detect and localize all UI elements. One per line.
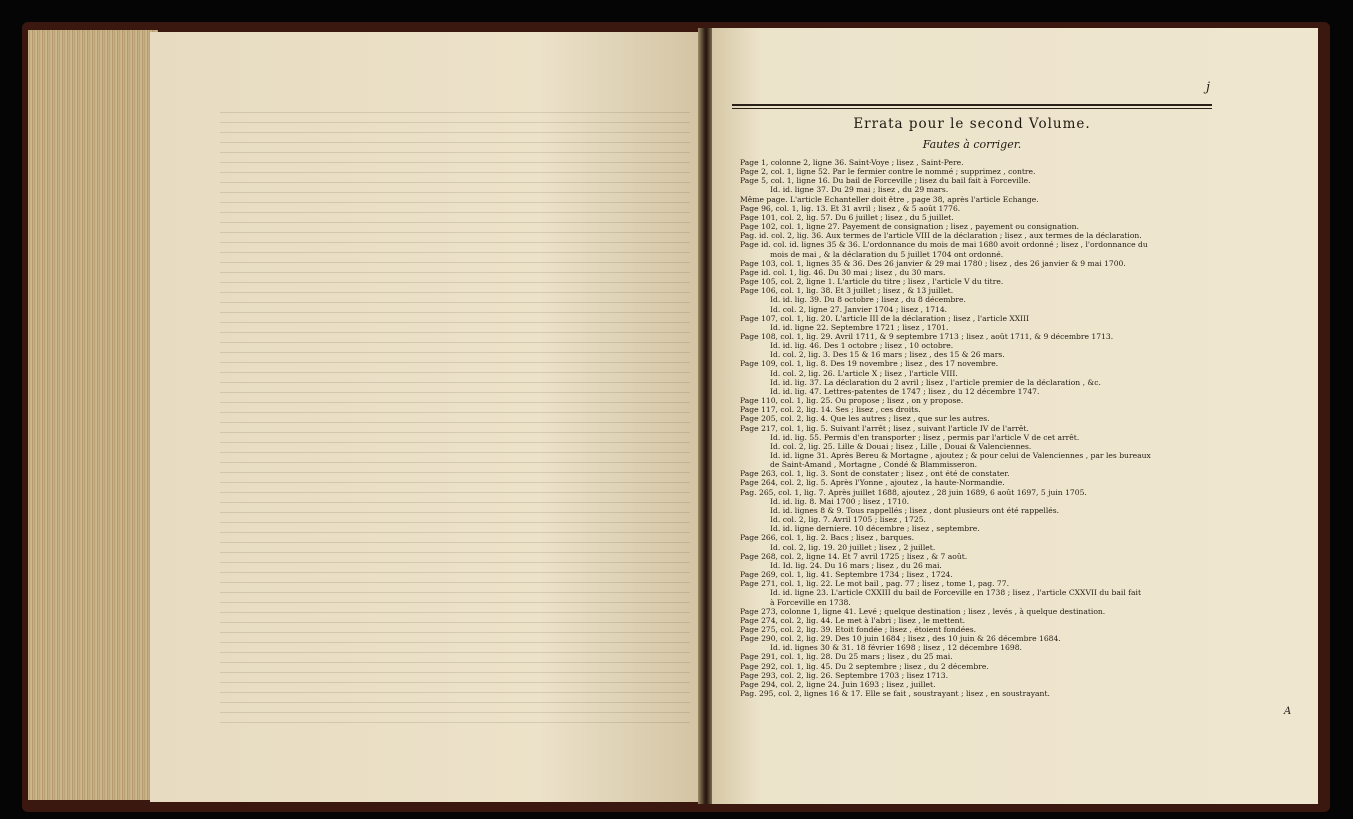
errata-line: Pag. id. col. 2, lig. 36. Aux termes de l'article VIII de la déclaration ; lisez , aux termes de la déclaration. bbox=[740, 231, 1142, 241]
errata-line: Id. col. 2, lig. 25. Lille & Douai ; lisez , Lille , Douai & Valenciennes. bbox=[770, 441, 1032, 451]
errata-line: Id. id. lig. 55. Permis d'en transporter ; lisez , permis par l'article V de cet arrêt. bbox=[770, 432, 1080, 442]
errata-line: Id. id. lig. 47. Lettres-patentes de 1747 ; lisez , du 12 décembre 1747. bbox=[770, 386, 1040, 396]
errata-line: Page 109, col. 1, lig. 8. Des 19 novembre ; lisez , des 17 novembre. bbox=[740, 359, 999, 369]
errata-line: Page 107, col. 1, lig. 20. L'article III de la déclaration ; lisez , l'article XXIII bbox=[740, 313, 1030, 323]
errata-line: Page 103, col. 1, lignes 35 & 36. Des 26 janvier & 29 mai 1780 ; lisez , des 26 janvier & 9 mai 1700. bbox=[740, 258, 1126, 268]
errata-subtitle: Fautes à corriger. bbox=[922, 138, 1022, 151]
errata-line: Id. col. 2, lig. 3. Des 15 & 16 mars ; lisez , des 15 & 26 mars. bbox=[770, 350, 1005, 360]
errata-line: Pag. 295, col. 2, lignes 16 & 17. Elle se fait , soustrayant ; lisez , en soustrayant. bbox=[740, 689, 1050, 699]
errata-line: Page 264, col. 2, lig. 5. Après l'Yonne , ajoutez , la haute-Normandie. bbox=[740, 478, 1005, 488]
show-through-text bbox=[220, 112, 690, 732]
errata-line: Page 269, col. 1, lig. 41. Septembre 1734 ; lisez , 1724. bbox=[740, 570, 953, 580]
errata-line: Id. id. ligne 22. Septembre 1721 ; lisez , 1701. bbox=[770, 322, 949, 332]
errata-line: Pag. 265, col. 1, lig. 7. Après juillet 1688, ajoutez , 28 juin 1689, 6 août 1697, 5 juin 1705. bbox=[740, 487, 1087, 497]
errata-line: Page 291, col. 1, lig. 28. Du 25 mars ; lisez , du 25 mai. bbox=[740, 652, 953, 662]
errata-line: Page 101, col. 2, lig. 57. Du 6 juillet ; lisez , du 5 juillet. bbox=[740, 212, 954, 222]
errata-line: Page 274, col. 2, lig. 44. Le met à l'abri ; lisez , le mettent. bbox=[740, 615, 966, 625]
catchword: A bbox=[1284, 706, 1292, 717]
errata-list bbox=[740, 158, 1310, 698]
errata-line: Page id. col. 1, lig. 46. Du 30 mai ; lisez , du 30 mars. bbox=[740, 267, 946, 277]
errata-line: Page 271, col. 1, lig. 22. Le mot bail , pag. 77 ; lisez , tome 1, pag. 77. bbox=[740, 579, 1009, 589]
errata-line: Id. id. ligne 31. Après Bereu & Mortagne , ajoutez ; & pour celui de Valenciennes , par les bureaux bbox=[770, 451, 1151, 460]
errata-line: Page 273, colonne 1, ligne 41. Levé ; quelque destination ; lisez , levés , à quelque destination. bbox=[740, 606, 1106, 616]
errata-line: Page id. col. id. lignes 35 & 36. L'ordonnance du mois de mai 1680 avoit ordonné ; lisez , l'ordonnance du bbox=[740, 240, 1148, 250]
errata-line: Page 5, col. 1, ligne 16. Du bail de Forceville ; lisez du bail fait à Forceville. bbox=[740, 176, 1031, 186]
errata-line: Même page. L'article Echanteller doit être , page 38, après l'article Echange. bbox=[740, 194, 1039, 204]
errata-line: Page 263, col. 1, lig. 3. Sont de constater ; lisez , ont été de constater. bbox=[740, 469, 1010, 479]
errata-line: Page 1, colonne 2, ligne 36. Saint-Voye ; lisez , Saint-Pere. bbox=[740, 158, 964, 167]
errata-line: Page 217, col. 1, lig. 5. Suivant l'arrêt ; lisez , suivant l'article IV de l'arrêt. bbox=[740, 423, 1029, 433]
errata-line: Id. id. ligne 37. Du 29 mai ; lisez , du 29 mars. bbox=[770, 185, 949, 195]
errata-line: Page 96, col. 1, lig. 13. Et 31 avril ; lisez , & 5 août 1776. bbox=[740, 203, 961, 213]
errata-line: de Saint-Amand , Mortagne , Condé & Blammisseron. bbox=[770, 460, 978, 470]
errata-line: Id. id. lig. 8. Mai 1700 ; lisez , 1710. bbox=[770, 496, 910, 506]
page-folio: j bbox=[1206, 80, 1211, 95]
errata-line: Id. col. 2, lig. 19. 20 juillet ; lisez , 2 juillet. bbox=[770, 542, 936, 552]
errata-title: Errata pour le second Volume. bbox=[853, 116, 1091, 132]
errata-line: Page 2, col. 1, ligne 52. Par le fermier contre le nommé ; supprimez , contre. bbox=[740, 167, 1036, 177]
errata-line: Page 117, col. 2, lig. 14. Ses ; lisez , ces droits. bbox=[740, 405, 921, 415]
errata-line: Id. col. 2, lig. 7. Avril 1705 ; lisez , 1725. bbox=[770, 515, 926, 525]
errata-line: Page 266, col. 1, lig. 2. Bacs ; lisez , barques. bbox=[740, 533, 915, 543]
errata-line: Page 102, col. 1, ligne 27. Payement de consignation ; lisez , payement ou consignation. bbox=[740, 222, 1079, 232]
errata-line: Id. id. ligne 23. L'article CXXIII du bail de Forceville en 1738 ; lisez , l'article CXXVII du bail fait bbox=[770, 588, 1141, 598]
errata-line: Page 108, col. 1, lig. 29. Avril 1711, & 9 septembre 1713 ; lisez , août 1711, & 9 décembre 1713. bbox=[740, 331, 1114, 341]
errata-line: Id. id. lig. 46. Des 1 octobre ; lisez , 10 octobre. bbox=[770, 341, 954, 351]
errata-line: à Forceville en 1738. bbox=[770, 597, 851, 607]
errata-line: Page 290, col. 2, lig. 29. Des 10 juin 1684 ; lisez , des 10 juin & 26 décembre 1684. bbox=[740, 634, 1061, 644]
errata-line: Id. id. lig. 39. Du 8 octobre ; lisez , du 8 décembre. bbox=[770, 295, 966, 305]
header-rule-thin bbox=[732, 108, 1212, 109]
errata-line: Page 275, col. 2, lig. 39. Etoit fondée ; lisez , étoient fondées. bbox=[740, 624, 977, 634]
errata-line: Id. id. lignes 30 & 31. 18 février 1698 ; lisez , 12 décembre 1698. bbox=[770, 643, 1022, 653]
errata-line: Id. id. ligne derniere. 10 décembre ; lisez , septembre. bbox=[770, 524, 980, 534]
errata-line: Id. Id. lig. 24. Du 16 mars ; lisez , du 26 mai. bbox=[770, 560, 942, 570]
errata-line: Page 293, col. 2, lig. 26. Septembre 1703 ; lisez 1713. bbox=[740, 670, 948, 680]
errata-line: Page 292, col. 1, lig. 45. Du 2 septembre ; lisez , du 2 décembre. bbox=[740, 661, 989, 671]
errata-line: Id. col. 2, ligne 27. Janvier 1704 ; lisez , 1714. bbox=[770, 304, 948, 314]
errata-line: Page 205, col. 2, lig. 4. Que les autres ; lisez , que sur les autres. bbox=[740, 414, 990, 424]
errata-line: mois de mai , & la déclaration du 5 juillet 1704 ont ordonné. bbox=[770, 249, 1004, 259]
errata-line: Id. id. lig. 37. La déclaration du 2 avril ; lisez , l'article premier de la déclaration , &c. bbox=[770, 377, 1101, 387]
errata-line: Id. id. lignes 8 & 9. Tous rappellés ; lisez , dont plusieurs ont été rappellés. bbox=[770, 505, 1060, 515]
errata-line: Page 106, col. 1, lig. 38. Et 3 juillet ; lisez , & 13 juillet. bbox=[740, 286, 954, 296]
right-page bbox=[712, 28, 1318, 804]
page-edges bbox=[28, 30, 158, 800]
left-page bbox=[150, 32, 706, 802]
errata-line: Page 294, col. 2, ligne 24. Juin 1693 ; lisez , juillet. bbox=[740, 679, 936, 689]
errata-line: Id. col. 2, lig. 26. L'article X ; lisez , l'article VIII. bbox=[770, 368, 958, 378]
errata-line: Page 105, col. 2, ligne 1. L'article du titre ; lisez , l'article V du titre. bbox=[740, 277, 1004, 287]
header-rule bbox=[732, 104, 1212, 106]
errata-line: Page 110, col. 1, lig. 25. Ou propose ; lisez , on y propose. bbox=[740, 396, 964, 406]
errata-line: Page 268, col. 2, ligne 14. Et 7 avril 1725 ; lisez , & 7 août. bbox=[740, 551, 968, 561]
